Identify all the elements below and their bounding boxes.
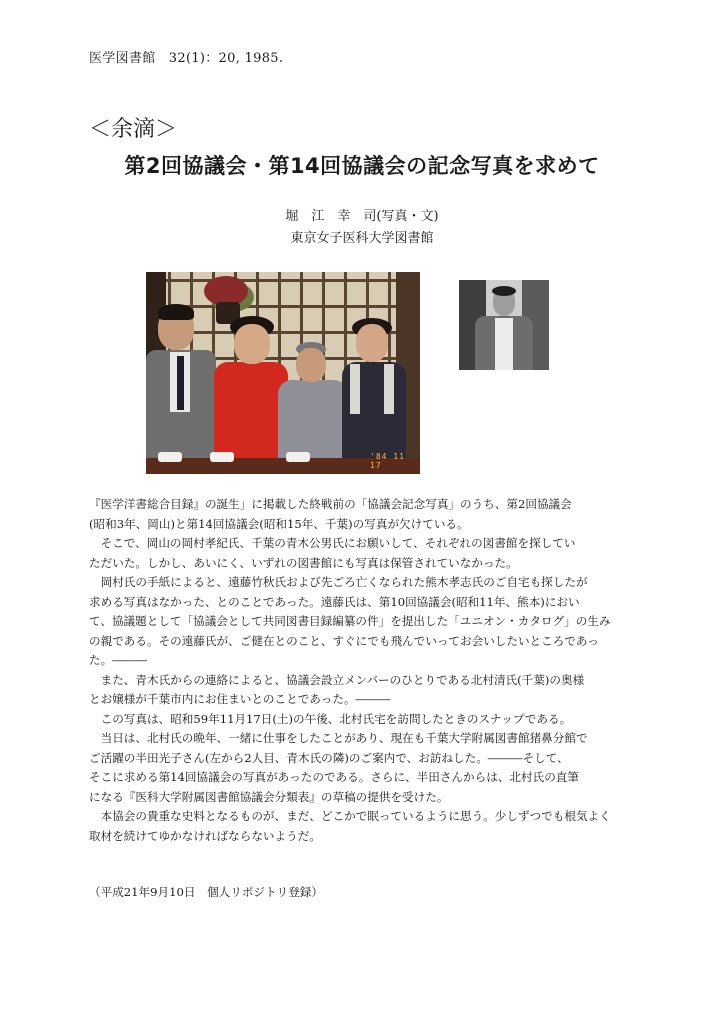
body-line: 岡村氏の手紙によると、遠藤竹秋氏および先ごろ亡くなられた熊木孝志氏のご自宅も探したが <box>89 575 588 589</box>
body-line: この写真は、昭和59年11月17日(土)の午後、北村氏宅を訪問したときのスナップである。 <box>89 711 572 726</box>
teacup <box>286 452 310 462</box>
article-body <box>89 495 637 846</box>
body-line: になる『医科大学附属図書館協議会分類表』の草稿の提供を受けた。 <box>89 789 449 804</box>
body-line: ご活躍の半田光子さん(左から2人目、青木氏の隣)のご案内で、お訪ねした。―――そして、 <box>89 750 569 765</box>
body-line: 当日は、北村氏の晩年、一緒に仕事をしたことがあり、現在も千葉大学附属図書館猪鼻分館で <box>89 731 588 745</box>
body-line: 取材を続けてゆかなければならないようだ。 <box>89 828 321 843</box>
body-line: ただいた。しかし、あいにく、いずれの図書館にも写真は保管されていなかった。 <box>89 555 518 570</box>
author-affiliation: 東京女子医科大学図書館 <box>290 231 434 246</box>
body-line: 本協会の貴重な史料となるものが、まだ、どこかで眠っているように思う。少しずつでも根気よく <box>89 809 611 823</box>
teacup <box>210 452 234 462</box>
body-line: (昭和3年、岡山)と第14回協議会(昭和15年、千葉)の写真が欠けている。 <box>89 516 469 531</box>
teacup <box>158 452 182 462</box>
journal-citation: 医学図書館 32(1)：20, 1985. <box>89 51 284 66</box>
body-line: そこで、岡山の岡村孝紀氏、千葉の青木公男氏にお願いして、それぞれの図書館を探してい <box>89 536 576 550</box>
body-line: とお嬢様が千葉市内にお住まいとのことであった。――― <box>89 692 391 706</box>
body-line: 求める写真はなかった、とのことであった。遠藤氏は、第10回協議会(昭和11年、熊本)におい <box>89 594 580 609</box>
body-line: た。――― <box>89 653 147 667</box>
body-line: そこに求める第14回協議会の写真があったのである。さらに、半田さんからは、北村氏の直筆 <box>89 770 579 784</box>
photo-date-stamp: '84 11 17 <box>370 452 405 470</box>
group-photo <box>146 272 420 474</box>
body-line: て、協議題として「協議会として共同図書目録編纂の件」を提出した「ユニオン・カタログ」の生み <box>89 614 611 628</box>
body-line: の親である。その遠藤氏が、ご健在とのこと、すぐにでも飛んでいってお会いしたいところであっ <box>89 633 599 648</box>
section-label: ＜余滴＞ <box>89 117 178 142</box>
body-line: 『医学洋書総合目録』の誕生」に掲載した終戦前の「協議会記念写真」のうち、第2回協議会 <box>89 497 572 511</box>
registration-note: （平成21年9月10日 個人リポジトリ登録） <box>89 885 323 899</box>
author-portrait-photo <box>459 280 549 370</box>
article-author: 堀 江 幸 司(写真・文) <box>285 209 439 224</box>
article-title: 第2回協議会・第14回協議会の記念写真を求めて <box>124 154 600 178</box>
body-line: また、青木氏からの連絡によると、協議会設立メンバーのひとりである北村清氏(千葉)の奥様 <box>89 672 585 687</box>
